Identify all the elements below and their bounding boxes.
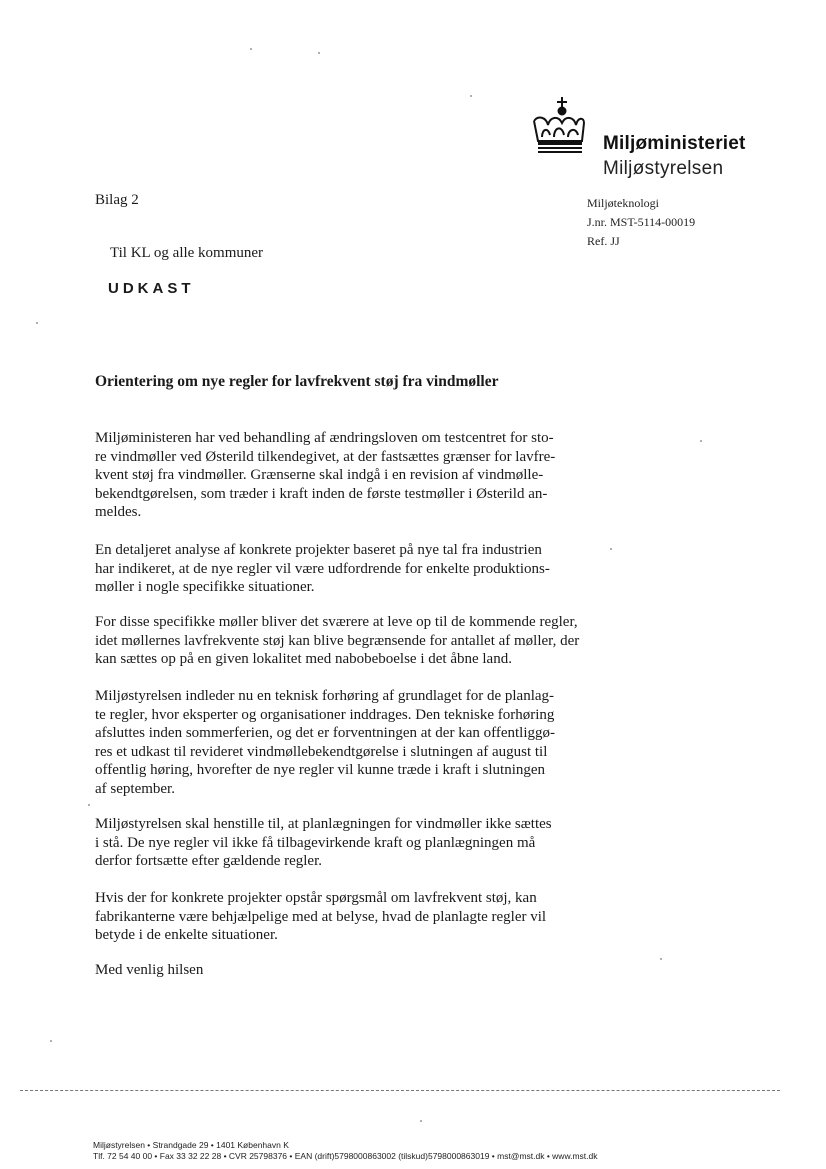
paragraph-line: res et udkast til revideret vindmøllebekendtgørelse i slutningen af august til [95, 743, 548, 760]
annex-label: Bilag 2 [95, 192, 139, 208]
paragraph-line: idet møllernes lavfrekvente støj kan blive begrænsende for antallet af møller, der [95, 632, 580, 649]
body-paragraph [95, 815, 595, 871]
speck [700, 440, 702, 442]
body-paragraph [95, 541, 595, 597]
footer-contact [93, 1140, 598, 1162]
paragraph-line: Hvis der for konkrete projekter opstår spørgsmål om lavfrekvent støj, kan [95, 890, 537, 906]
paragraph-line: bekendtgørelsen, som træder i kraft inden de første testmøller i Østerild an- [95, 485, 548, 502]
speck [420, 1120, 422, 1122]
body-paragraph [95, 889, 595, 945]
speck [36, 322, 38, 324]
paragraph-line: derfor fortsætte efter gældende regler. [95, 853, 322, 870]
paragraph-line: har indikeret, at de nye regler vil være udfordrende for enkelte produktions- [95, 560, 550, 577]
paragraph-line: En detaljeret analyse af konkrete projekter baseret på nye tal fra industrien [95, 542, 542, 558]
reference-department: Miljøteknologi [587, 196, 659, 210]
paragraph-line: afsluttes inden sommerferien, og det er forventningen at der kan offentliggø- [95, 725, 555, 742]
letter-subject: Orientering om nye regler for lavfrekvent støj fra vindmøller [95, 373, 499, 390]
agency-name: Miljøstyrelsen [603, 158, 724, 179]
paragraph-line: Miljøstyrelsen indleder nu en teknisk forhøring af grundlaget for de planlag- [95, 688, 555, 704]
ministry-name: Miljøministeriet [603, 133, 746, 154]
paragraph-line: af september. [95, 780, 175, 797]
body-paragraph [95, 687, 595, 799]
paragraph-line: i stå. De nye regler vil ikke få tilbagevirkende kraft og planlægningen må [95, 834, 536, 851]
body-paragraph [95, 613, 595, 669]
reference-initials: Ref. JJ [587, 234, 620, 248]
recipient-line: Til KL og alle kommuner [110, 245, 264, 261]
paragraph-line: re vindmøller ved Østerild tilkendegivet, at der fastsættes grænser for lavfre- [95, 448, 556, 465]
paragraph-line: te regler, hvor eksperter og organisationer inddrages. Den tekniske forhøring [95, 706, 555, 723]
royal-crown-icon [528, 95, 586, 155]
draft-label: UDKAST [108, 280, 195, 297]
footer-contact-details: Tlf. 72 54 40 00 • Fax 33 32 22 28 • CVR 25798376 • EAN (drift)5798000863002 (tilskud)5798000863019 • mst@mst.dk • www.mst.dk [93, 1151, 598, 1161]
paragraph-line: For disse specifikke møller bliver det sværere at leve op til de kommende regler, [95, 614, 578, 630]
speck [250, 48, 252, 50]
paragraph-line: meldes. [95, 504, 142, 521]
paragraph-line: offentlig høring, hvorefter de nye regler vil kunne træde i kraft i slutningen [95, 762, 546, 779]
footer-address: Miljøstyrelsen • Strandgade 29 • 1401 København K [93, 1140, 289, 1150]
speck [470, 95, 472, 97]
speck [50, 1040, 52, 1042]
paragraph-line: fabrikanterne være behjælpelige med at belyse, hvad de planlagte regler vil [95, 908, 547, 925]
paragraph-line: møller i nogle specifikke situationer. [95, 579, 315, 596]
speck [610, 548, 612, 550]
paragraph-line: kan sættes op på en given lokalitet med nabobeboelse i det åbne land. [95, 651, 512, 668]
speck [318, 52, 320, 54]
paragraph-line: kvent støj fra vindmøller. Grænserne skal indgå i en revision af vindmølle- [95, 467, 544, 484]
paragraph-line: betyde i de enkelte situationer. [95, 927, 278, 944]
speck [660, 958, 662, 960]
footer-divider [20, 1090, 780, 1091]
speck [88, 804, 90, 806]
paragraph-line: Miljøministeren har ved behandling af ændringsloven om testcentret for sto- [95, 430, 554, 446]
reference-journal-number: J.nr. MST-5114-00019 [587, 215, 696, 229]
closing-salutation: Med venlig hilsen [95, 962, 204, 978]
paragraph-line: Miljøstyrelsen skal henstille til, at planlægningen for vindmøller ikke sættes [95, 816, 552, 832]
body-paragraph [95, 429, 595, 522]
